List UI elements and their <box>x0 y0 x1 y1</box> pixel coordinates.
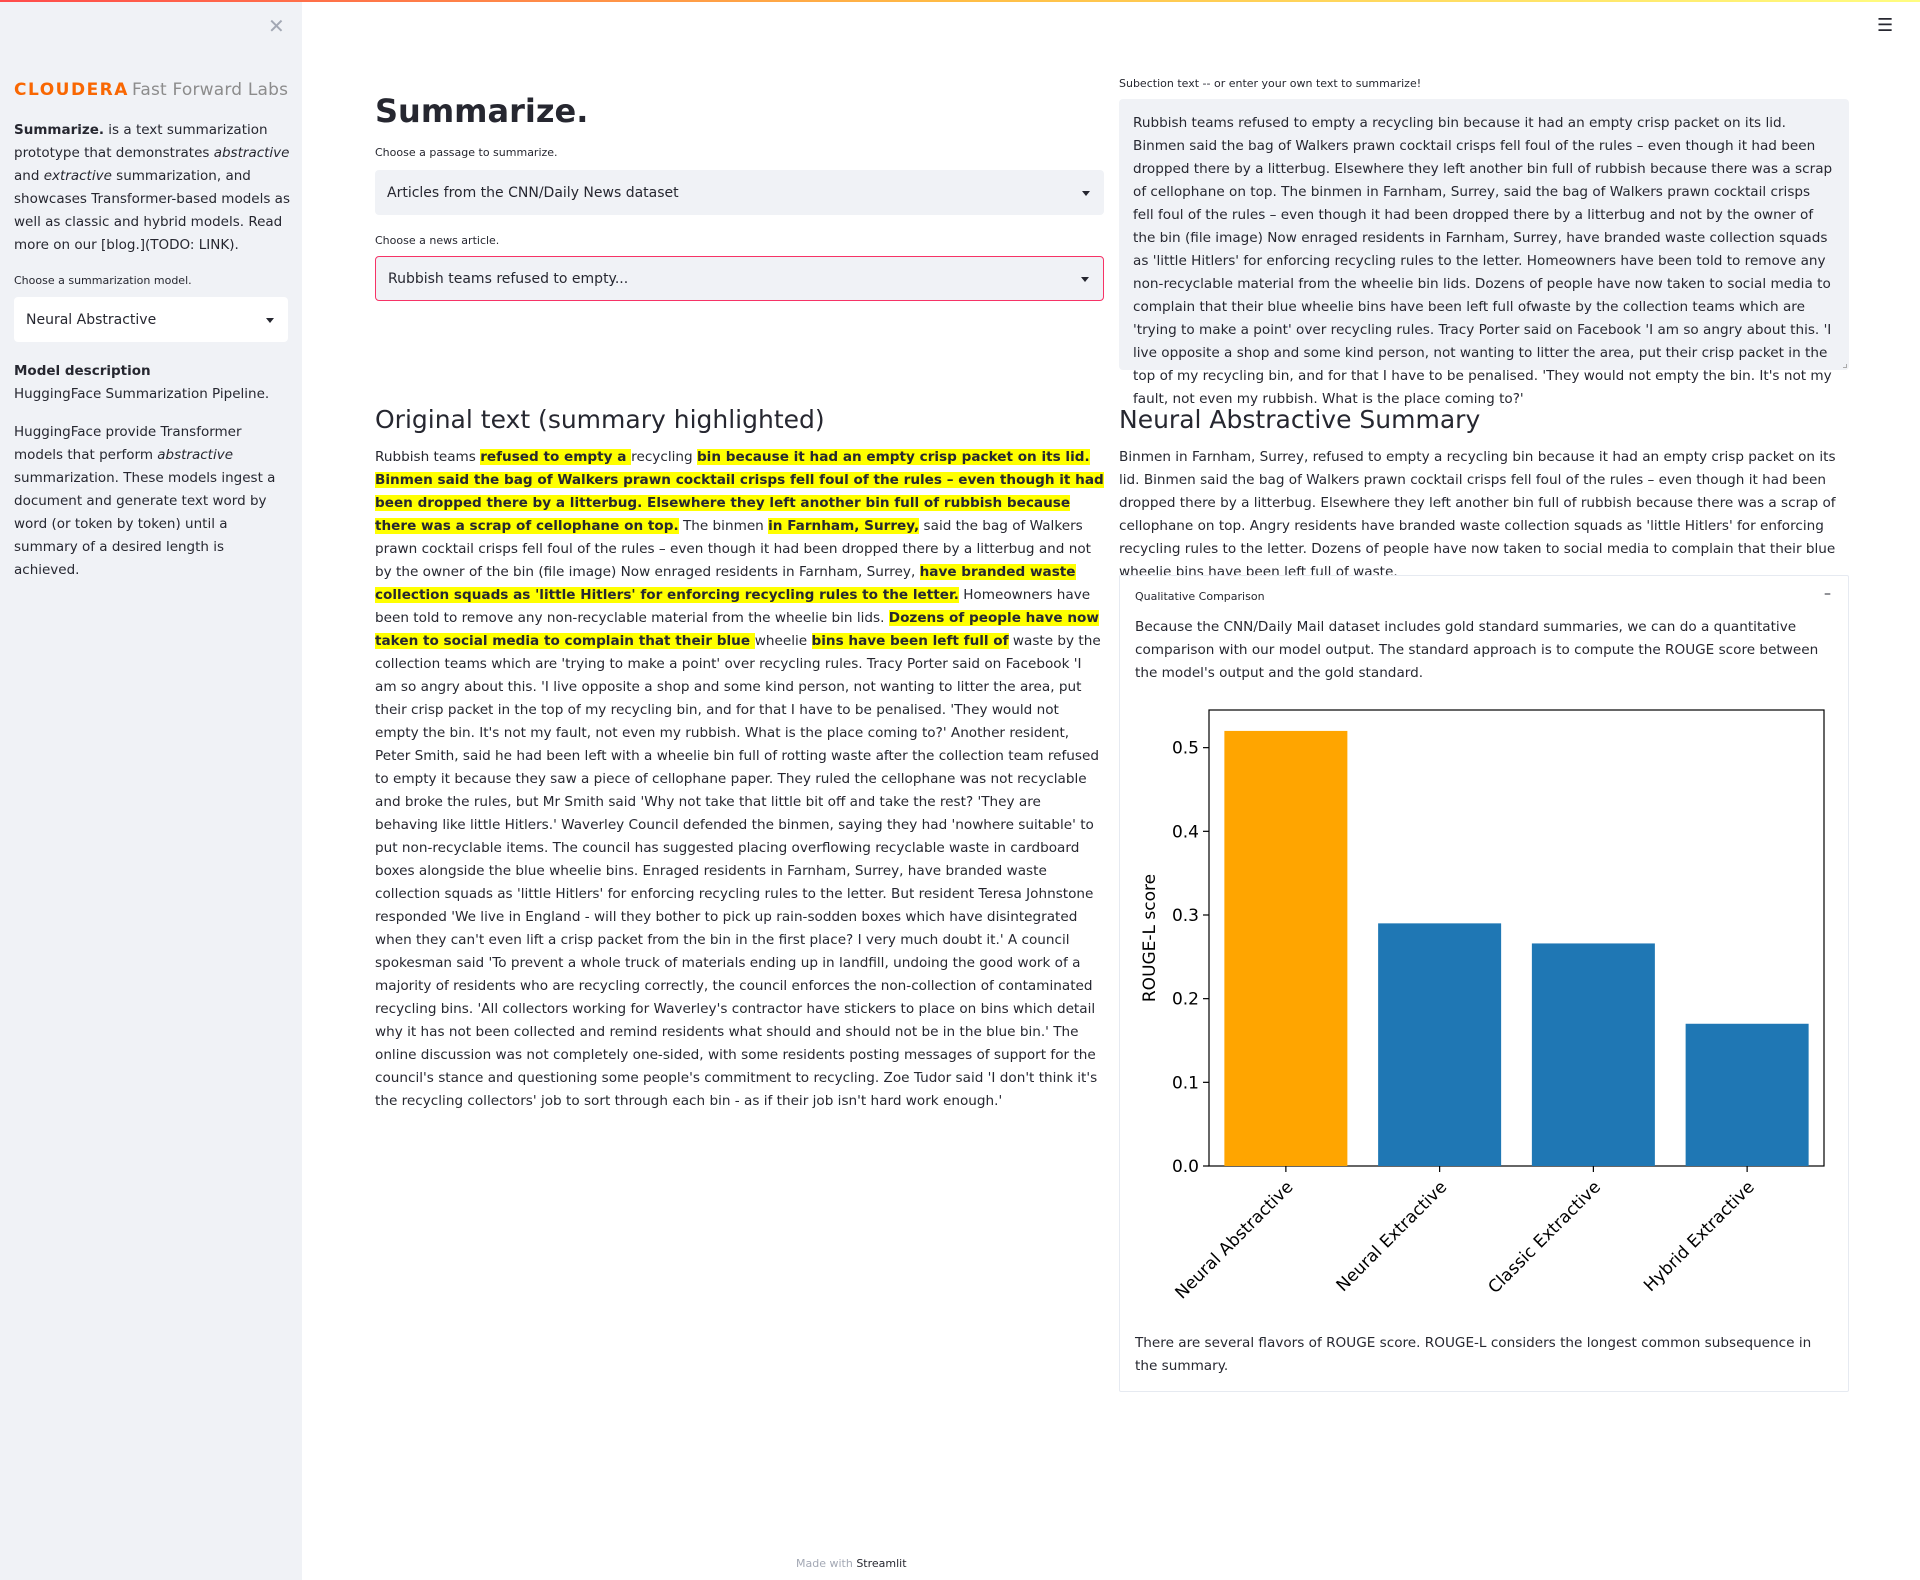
bar-neural-extractive <box>1378 923 1501 1166</box>
textarea-label: Subection text -- or enter your own text to summarize! <box>1119 77 1422 90</box>
expander-label[interactable]: Qualitative Comparison <box>1135 590 1265 603</box>
text-segment: said the bag of Walkers prawn cocktail crisps fell foul of the rules – even though it had been dropped there by a litterbug and not by the owner of the bin (file image) Now enraged residents in Farnham, Surrey, <box>375 518 1092 580</box>
sidebar-intro <box>14 119 290 257</box>
model-desc-abstractive: abstractive <box>157 447 234 463</box>
original-text <box>375 446 1105 1113</box>
x-tick-label: Classic Extractive <box>1484 1177 1605 1298</box>
expander-outro-text: There are several flavors of ROUGE score. ROUGE-L considers the longest common subsequence in the summary. <box>1135 1335 1812 1374</box>
article-select-label: Choose a news article. <box>375 234 500 247</box>
rouge-bar-chart <box>1130 690 1840 1330</box>
chevron-down-icon <box>1081 277 1089 282</box>
menu-icon[interactable]: ☰ <box>1877 15 1894 36</box>
y-axis-label: ROUGE-L score <box>1140 873 1160 1003</box>
highlighted-segment: refused to empty a <box>480 449 632 465</box>
y-tick-label: 0.2 <box>1171 989 1199 1010</box>
footer-text: Made with <box>796 1557 857 1570</box>
x-tick-label: Hybrid Extractive <box>1640 1177 1759 1296</box>
bar-classic-extractive <box>1532 943 1655 1166</box>
text-segment: waste by the collection teams which are 'trying to make a point' over recycling rules. Tracy Porter said on Facebook 'I am so angry about this. 'I live opposite a shop and some kind person, not wanting to litter the area, put their crisp packet in the top of my recycling bin, and for that I have to be penalised. 'They would not empty the bin. It's not my fault, not even my rubbish. What is the place coming to?' Another resident, Peter Smith, said he had been left with a wheelie bin full of rotting waste after the collection team refused to empty it because they saw a piece of cellophane paper. They ruled the cellophane was not recyclable and broke the rules, but Mr Smith said 'Why not take that little bit off and take the rest? 'They are behaving like little Hitlers.' Waverley Council defended the binmen, saying they had 'nowhere suitable' to put non-recyclable items. The council has suggested placing overflowing recyclable waste in cardboard boxes alongside the blue wheelie bins. Enraged residents in Farnham, Surrey, have branded waste collection squads as 'little Hitlers' for enforcing recycling rules to the letter. But resident Teresa Johnstone responded 'We live in England - will they bother to pick up rain-sodden boxes which have disintegrated when they can't even lift a crisp packet from the bin in the first place? I very much doubt it.' A council spokesman said 'To prevent a whole truck of materials ending up in landfill, undoing the good work of a majority of residents who are recycling correctly, the council enforces the non-collection of contaminated recycling bins. 'All collectors working for Waverley's contractor have stickers to place on bins which detail why it has not been collected and remind residents what should and should not be in the blue bin.' The online discussion was not completely one-sided, with some residents posting messages of support for the council's stance and questioning some people's commitment to recycling. Zoe Tudor said 'I don't think it's the recycling collectors' job to sort through each bin - as if their job isn't hard work enough.' <box>375 633 1101 1109</box>
highlighted-segment: bins have been left full of <box>811 633 1009 649</box>
text-segment: Rubbish teams <box>375 449 481 465</box>
chevron-down-icon <box>1082 191 1090 196</box>
model-description-line: HuggingFace Summarization Pipeline. <box>14 386 270 402</box>
text-segment: wheelie <box>754 633 812 649</box>
close-sidebar-icon[interactable]: ✕ <box>268 14 285 38</box>
passage-select[interactable] <box>375 170 1104 215</box>
intro-text-3: summarization, and showcases Transformer-based models as well as classic and hybrid models. Read more on our [blog.](TODO: LINK). <box>14 168 290 253</box>
highlighted-segment: have branded waste collection squads as 'little Hitlers' for enforcing recycling rules to the letter. <box>375 564 1076 603</box>
article-select-value: Rubbish teams refused to empty... <box>388 270 629 287</box>
intro-app-name: Summarize. <box>14 122 105 138</box>
highlighted-segment: bin because it had an empty crisp packet on its lid. Binmen said the bag of Walkers prawn cocktail crisps fell foul of the rules – even though it had been dropped there by a litterbug. Elsewhere they left another bin full of rubbish because there was a scrap of cellophane on top. <box>375 449 1104 534</box>
intro-text-2: and <box>14 168 44 184</box>
model-select[interactable] <box>14 297 288 342</box>
model-description-text <box>14 421 290 582</box>
chevron-down-icon <box>266 318 274 323</box>
y-tick-label: 0.0 <box>1171 1157 1199 1177</box>
summarize-text-input[interactable]: Rubbish teams refused to empty a recycling bin because it had an empty crisp packet on its lid. Binmen said the bag of Walkers prawn cocktail crisps fell foul of the rules – even though it had been dropped there by a litterbug. Elsewhere they left another bin full of rubbish because there was a scrap of cellophane on top. The binmen in Farnham, Surrey, said the bag of Walkers prawn cocktail crisps fell foul of the rules – even though it had been dropped there by a litterbug and not by the owner of the bin (file image) Now enraged residents in Farnham, Surrey, have branded waste collection squads as 'little Hitlers' for enforcing recycling rules to the letter. Homeowners have been told to remove any non-recyclable material from the wheelie bin lids. Dozens of people have now taken to social media to complain that their blue wheelie bins have been left full ofwaste by the collection teams which are 'trying to make a point' over recycling rules. Tracy Porter said on Facebook 'I am so angry about this. 'I live opposite a shop and some kind person, not wanting to litter the area, put their crisp packet in the top of my recycling bin, and for that I have to be penalised. 'They would not empty the bin. It's not my fault, not even my rubbish. What is the place coming to?' <box>1119 99 1849 370</box>
text-segment: Homeowners have been told to remove any non-recyclable material from the wheelie bin lids. <box>375 587 1091 626</box>
y-tick-label: 0.3 <box>1171 905 1199 926</box>
model-select-value: Neural Abstractive <box>26 311 157 328</box>
y-tick-label: 0.4 <box>1171 822 1199 843</box>
model-description-heading: Model description <box>14 363 151 379</box>
x-tick-label: Neural Extractive <box>1332 1177 1452 1296</box>
intro-text-1: is a text summarization prototype that demonstrates <box>14 122 268 161</box>
model-desc-pre: HuggingFace provide Transformer models that perform <box>14 424 242 463</box>
text-segment: recycling <box>631 449 697 465</box>
x-tick-label: Neural Abstractive <box>1171 1177 1298 1304</box>
logo <box>14 80 288 100</box>
sidebar <box>0 2 302 1580</box>
passage-select-label: Choose a passage to summarize. <box>375 146 558 159</box>
summary-heading: Neural Abstractive Summary <box>1119 405 1481 434</box>
passage-select-value: Articles from the CNN/Daily News dataset <box>387 184 679 201</box>
bar-neural-abstractive <box>1224 731 1347 1166</box>
y-tick-label: 0.5 <box>1171 738 1199 759</box>
original-text-heading: Original text (summary highlighted) <box>375 405 825 434</box>
highlighted-segment: in Farnham, Surrey, <box>768 518 920 534</box>
article-select[interactable] <box>375 256 1104 301</box>
footer <box>796 1557 907 1570</box>
intro-extractive: extractive <box>43 168 112 184</box>
intro-abstractive: abstractive <box>213 145 290 161</box>
y-tick-label: 0.1 <box>1171 1073 1199 1094</box>
logo-subtitle: Fast Forward Labs <box>131 80 289 100</box>
page-title: Summarize. <box>375 92 589 130</box>
model-select-label: Choose a summarization model. <box>14 274 192 287</box>
text-segment: The binmen <box>678 518 769 534</box>
streamlit-link[interactable]: Streamlit <box>856 1557 907 1570</box>
expander-intro-text: Because the CNN/Daily Mail dataset includes gold standard summaries, we can do a quantitative comparison with our model output. The standard approach is to compute the ROUGE score between the model's output and the gold standard. <box>1135 619 1819 681</box>
highlighted-segment: Dozens of people have now taken to social media to complain that their blue <box>375 610 1099 649</box>
bar-hybrid-extractive <box>1686 1024 1809 1166</box>
model-desc-post: summarization. These models ingest a document and generate text word by word (or token by token) until a summary of a desired length is achieved. <box>14 470 276 578</box>
logo-brand: CLOUDERA <box>14 80 129 100</box>
summary-text: Binmen in Farnham, Surrey, refused to empty a recycling bin because it had an empty crisp packet on its lid. Binmen said the bag of Walkers prawn cocktail crisps fell foul of the rules – even though it had been dropped there by a litterbug. Elsewhere they left another bin full of rubbish because there was a scrap of cellophane on top. Angry residents have branded waste collection squads as 'little Hitlers' for enforcing recycling rules to the letter. Dozens of people have now taken to social media to complain that their blue wheelie bins have been left full of waste. <box>1119 449 1836 580</box>
collapse-icon[interactable]: – <box>1824 586 1831 602</box>
